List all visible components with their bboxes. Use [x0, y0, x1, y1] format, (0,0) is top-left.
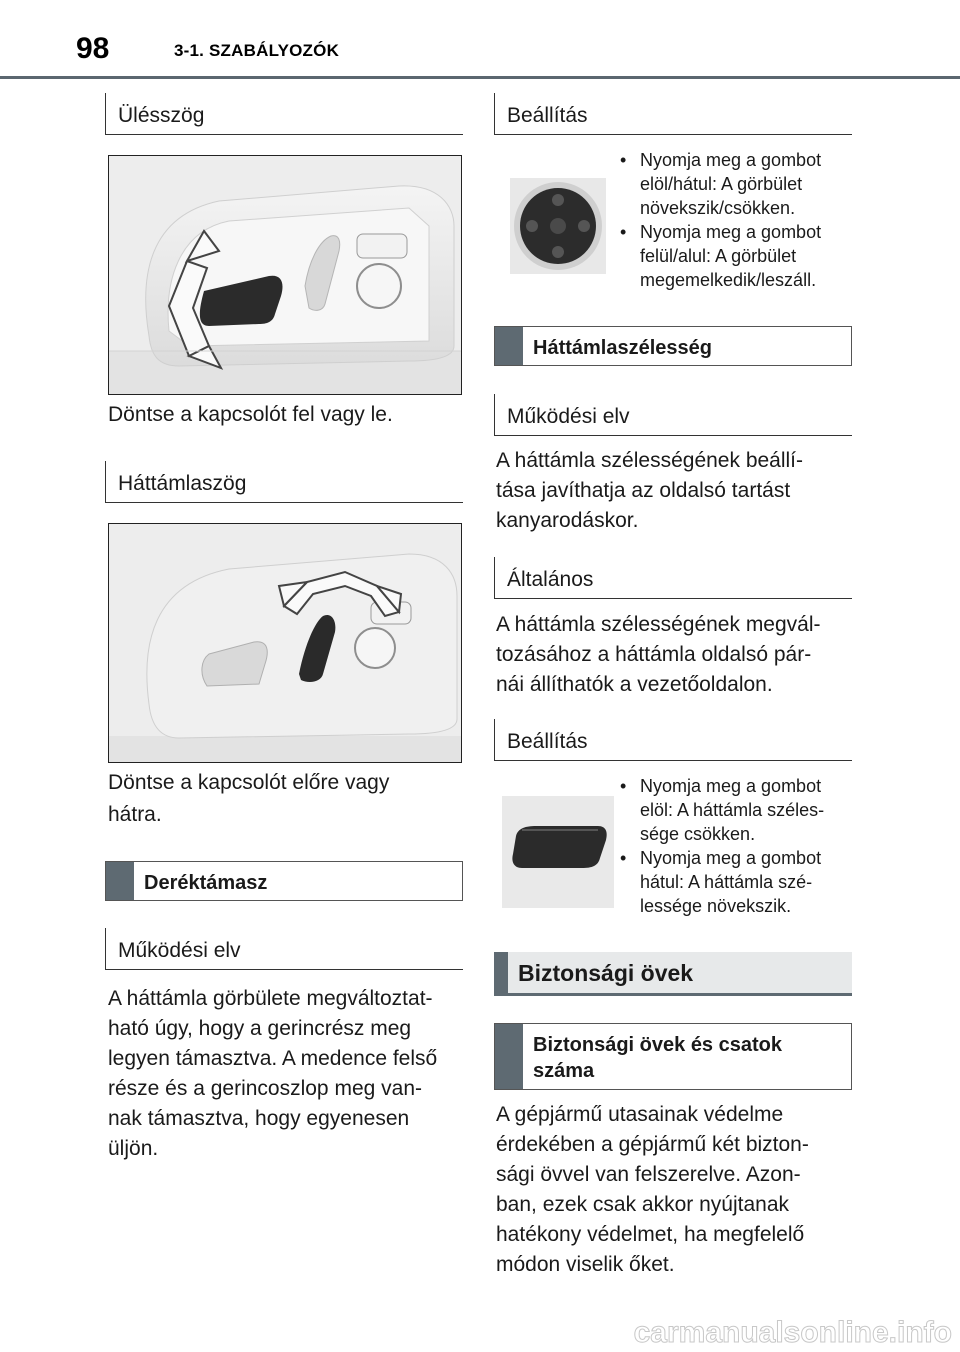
- text-line: része és a gerincoszlop meg van-: [108, 1077, 422, 1100]
- text-line: száma: [533, 1060, 595, 1082]
- section-title: Deréktámasz: [144, 872, 268, 894]
- text-line: sége csökken.: [640, 824, 756, 844]
- backrest-angle-switch-icon: [109, 524, 461, 762]
- subheading-ulesszog: Ülésszög: [105, 93, 463, 135]
- section-derektamasz: [105, 861, 463, 901]
- section-title: [523, 1024, 792, 1089]
- text-line: felül/alul: A görbület: [640, 246, 797, 266]
- subheading-altalanos: Általános: [494, 557, 852, 599]
- text-line: Biztonsági övek és csatok: [533, 1034, 782, 1056]
- chapter-title: 3-1. SZABÁLYOZÓK: [174, 41, 340, 60]
- text-line: kanyarodáskor.: [496, 509, 639, 532]
- paragraph-altalanos: [496, 610, 856, 700]
- backrest-width-button-icon: [502, 796, 614, 908]
- text-line: ban, ezek csak akkor nyújtanak: [496, 1193, 789, 1216]
- subheading-hattamlaszog: Háttámlaszög: [105, 461, 463, 503]
- section-bar: [494, 952, 508, 993]
- text-line: • Nyomja meg a gombot: [640, 222, 822, 242]
- lumbar-four-way-button-icon: [510, 178, 606, 274]
- section-bar: [495, 1024, 523, 1089]
- subheading-beallitas-1: Beállítás: [494, 93, 852, 135]
- lumbar-button-image: [510, 178, 606, 274]
- text-line: • Nyomja meg a gombot: [640, 776, 822, 796]
- paragraph-ulesszog: Döntse a kapcsolót fel vagy le.: [108, 403, 393, 426]
- bullet-item: [618, 220, 858, 292]
- page-number: 98: [76, 32, 110, 65]
- text-line: elöl/hátul: A görbület: [640, 174, 803, 194]
- text-line: üljön.: [108, 1137, 159, 1160]
- text-line: A háttámla görbülete megváltoztat-: [108, 987, 433, 1010]
- paragraph-ovek: [496, 1100, 856, 1280]
- text-line: elöl: A háttámla széles-: [640, 800, 825, 820]
- text-line: tozásához a háttámla oldalsó pár-: [496, 643, 812, 666]
- header-rule: [0, 76, 960, 79]
- section-ovek-szama: [494, 1023, 852, 1090]
- subheading-beallitas-2: Beállítás: [494, 719, 852, 761]
- text-line: nak támasztva, hogy egyenesen: [108, 1107, 410, 1130]
- seat-cushion-tilt-switch-icon: [109, 156, 461, 394]
- text-line: • Nyomja meg a gombot: [640, 150, 822, 170]
- text-line: tása javíthatja az oldalsó tartást: [496, 479, 791, 502]
- paragraph-hattamlaszog-2: hátra.: [108, 803, 162, 826]
- section-biztonsagi-ovek: [494, 952, 852, 996]
- seat-switch-illustration-1: [108, 155, 462, 395]
- section-bar: [495, 327, 523, 365]
- bullet-item: [618, 846, 858, 918]
- text-line: A háttámla szélességének beállí-: [496, 449, 804, 472]
- bullet-item: [618, 774, 858, 846]
- text-line: hatékony védelmet, ha megfelelő: [496, 1223, 805, 1246]
- text-line: módon viselik őket.: [496, 1253, 675, 1276]
- text-line: • Nyomja meg a gombot: [640, 848, 822, 868]
- seat-switch-illustration-2: [108, 523, 462, 763]
- section-title: Háttámlaszélesség: [533, 337, 712, 359]
- text-line: hátul: A háttámla szé-: [640, 872, 813, 892]
- text-line: ható úgy, hogy a gerincrész meg: [108, 1017, 412, 1040]
- watermark: [620, 1314, 956, 1350]
- text-line: A gépjármű utasainak védelme: [496, 1103, 784, 1126]
- bullet-item: [618, 148, 858, 220]
- text-line: növekszik/csökken.: [640, 198, 796, 218]
- paragraph-derektamasz: [108, 984, 468, 1164]
- bullet-list-lumbar: [618, 148, 858, 292]
- text-line: nái állíthatók a vezetőoldalon.: [496, 673, 773, 696]
- bullet-list-width: [618, 774, 858, 918]
- text-line: lessége növekszik.: [640, 896, 792, 916]
- subheading-mukodesi-elv-left: Működési elv: [105, 928, 463, 970]
- section-bar: [106, 862, 134, 900]
- width-button-image: [502, 796, 614, 908]
- section-hattamlaszelesseg: [494, 326, 852, 366]
- watermark-text: carmanualsonline.info: [633, 1316, 952, 1349]
- subheading-mukodesi-elv-right: Működési elv: [494, 394, 852, 436]
- section-title: Biztonsági övek: [518, 960, 694, 986]
- text-line: sági övvel van felszerelve. Azon-: [496, 1163, 801, 1186]
- text-line: A háttámla szélességének megvál-: [496, 613, 821, 636]
- paragraph-szelesseg: [496, 446, 856, 536]
- text-line: érdekében a gépjármű két bizton-: [496, 1133, 809, 1156]
- text-line: legyen támasztva. A medence felső: [108, 1047, 438, 1070]
- text-line: megemelkedik/leszáll.: [640, 270, 817, 290]
- paragraph-hattamlaszog-1: Döntse a kapcsolót előre vagy: [108, 771, 390, 794]
